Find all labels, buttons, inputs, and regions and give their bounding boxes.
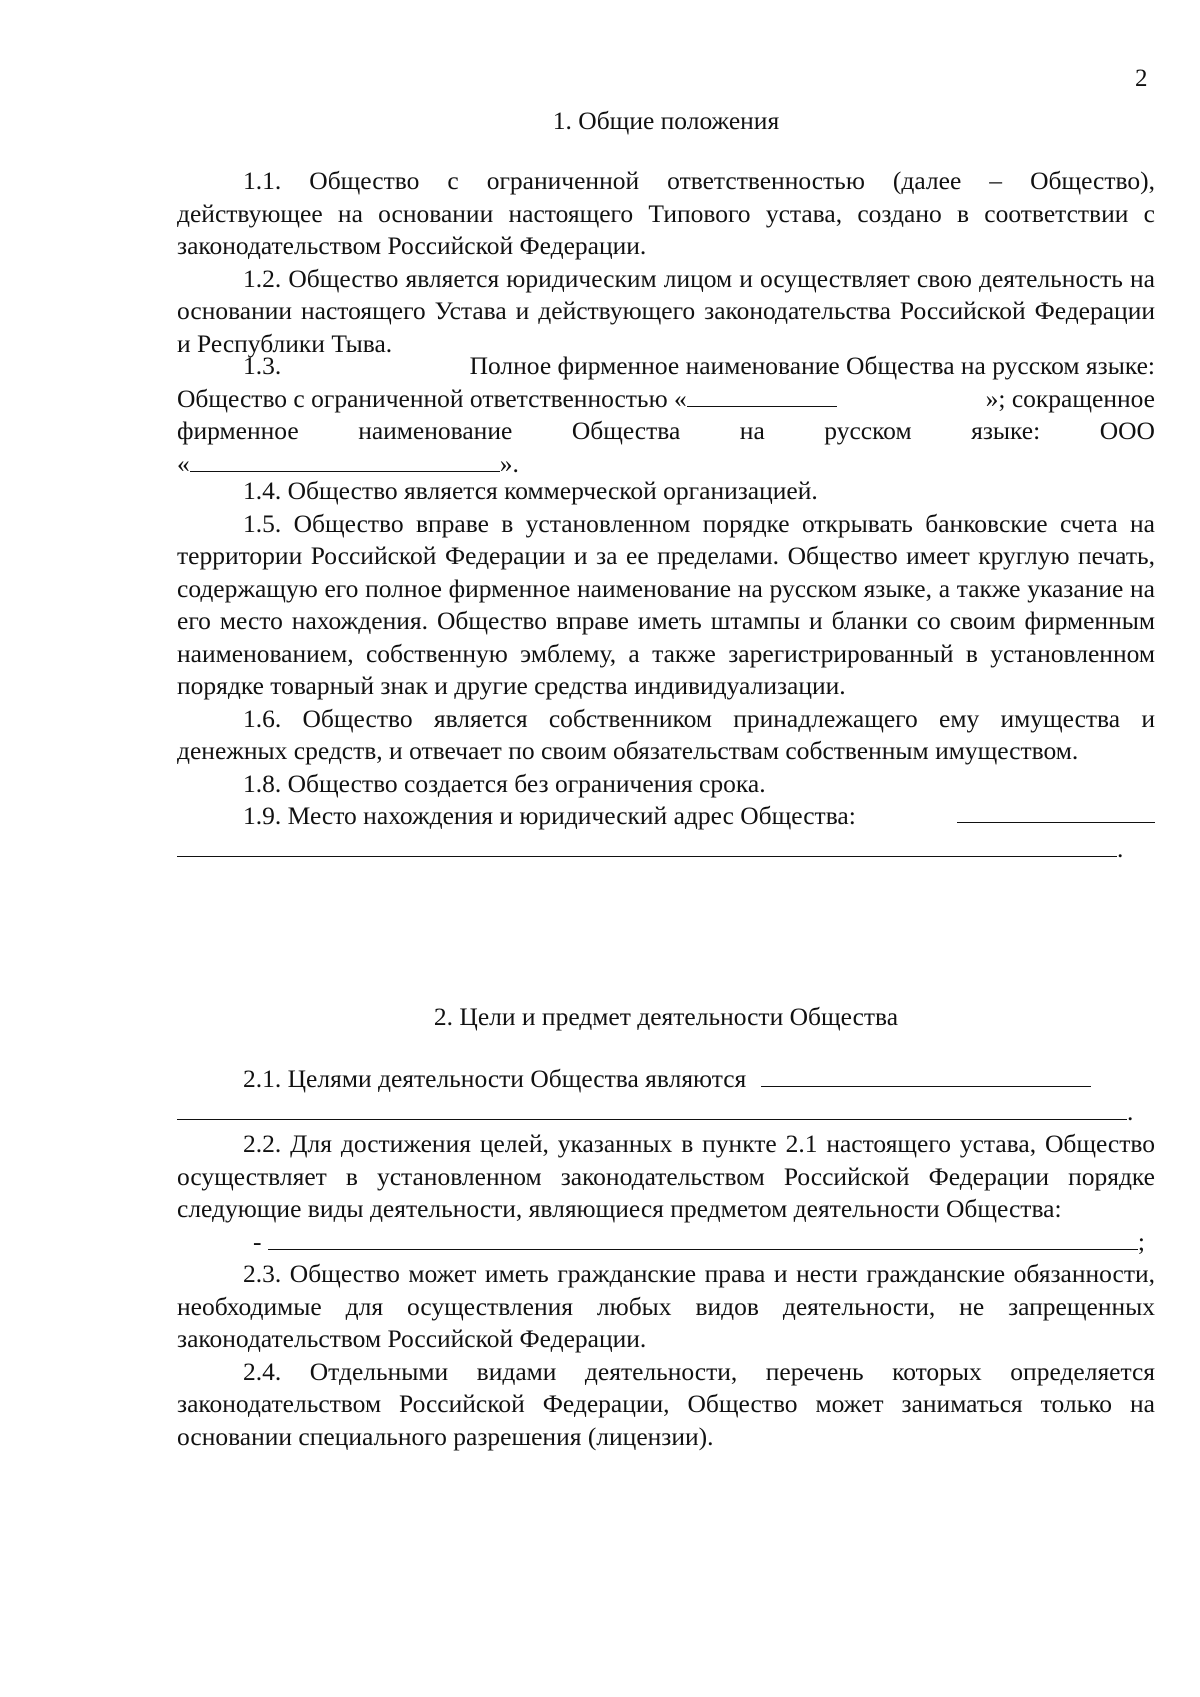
address-blank-2[interactable] [177, 834, 1117, 857]
paragraph-1-9: 1.9. Место нахождения и юридический адрес Общества: [177, 800, 1155, 833]
paragraph-2-4: 2.4. Отдельными видами деятельности, перечень которых определяется законодательством Российской Федерации, Общество может заниматься только на основании специального разрешения (лицензии). [177, 1356, 1155, 1451]
paragraph-1-1: 1.1. Общество с ограниченной ответственностью (далее – Общество), действующее на основании настоящего Типового устава, создано в соответствии с законодательством Российской Федерации. [177, 166, 1155, 260]
goals-blank-1[interactable] [761, 1064, 1091, 1087]
activities-blank[interactable] [268, 1227, 1138, 1250]
activities-line: - ; [253, 1226, 1145, 1256]
p13-line3: фирменное наименование Общества на русском языке: ООО [177, 416, 1155, 445]
paragraph-2-2: 2.2. Для достижения целей, указанных в пункте 2.1 настоящего устава, Общество осуществляет в установленном законодательством Российской Федерации порядке следующие виды деятельности, являющиеся предметом деятельности Общества: [177, 1129, 1155, 1223]
p13-line2-start: Общество с ограниченной ответственностью « [177, 383, 837, 416]
paragraph-1-5: 1.5. Общество вправе в установленном порядке открывать банковские счета на территории Российской Федерации и за ее пределами. Общество имеет круглую печать, содержащую его полное фирменное наименование на русском языке, а также указание на его место нахождения. Общество вправе иметь штампы и бланки со своим фирменным наименованием, собственную эмблему, а также зарегистрированный в установленном порядке товарный знак и другие средства индивидуализации. [177, 508, 1155, 700]
paragraph-1-2: 1.2. Общество является юридическим лицом и осуществляет свою деятельность на основании настоящего Устава и действующего законодательства Российской Федерации и Республики Тыва. [177, 263, 1155, 358]
p13-number: 1.3. [243, 351, 282, 380]
paragraph-2-3: 2.3. Общество может иметь гражданские права и нести гражданские обязанности, необходимые для осуществления любых видов деятельности, не запрещенных законодательством Российской Федерации. [177, 1259, 1155, 1353]
short-name-blank[interactable] [190, 449, 500, 472]
paragraph-1-8: 1.8. Общество создается без ограничения срока. [243, 768, 766, 798]
full-name-blank[interactable] [687, 384, 837, 407]
p13-line1: Полное фирменное наименование Общества на русском языке: [469, 351, 1155, 380]
paragraph-1-3 [177, 350, 1155, 480]
paragraph-1-4: 1.4. Общество является коммерческой организацией. [243, 476, 818, 505]
section-2-title: 2. Цели и предмет деятельности Общества [433, 1002, 899, 1031]
p13-line4: « ». [177, 448, 519, 478]
paragraph-2-1: 2.1. Целями деятельности Общества являются [177, 1063, 1155, 1096]
address-blank-1[interactable] [957, 800, 1155, 823]
address-line-2: . [177, 833, 1155, 866]
paragraph-1-6: 1.6. Общество является собственником принадлежащего ему имущества и денежных средств, и отвечает по своим обязательствам собственным имуществом. [177, 703, 1155, 765]
section-1-title: 1. Общие положения [552, 106, 780, 135]
page-number: 2 [1135, 65, 1148, 92]
goals-blank-2[interactable] [177, 1097, 1127, 1120]
p13-line2-end: »; сокращенное [985, 383, 1155, 413]
goals-line-2: . [177, 1096, 1155, 1129]
